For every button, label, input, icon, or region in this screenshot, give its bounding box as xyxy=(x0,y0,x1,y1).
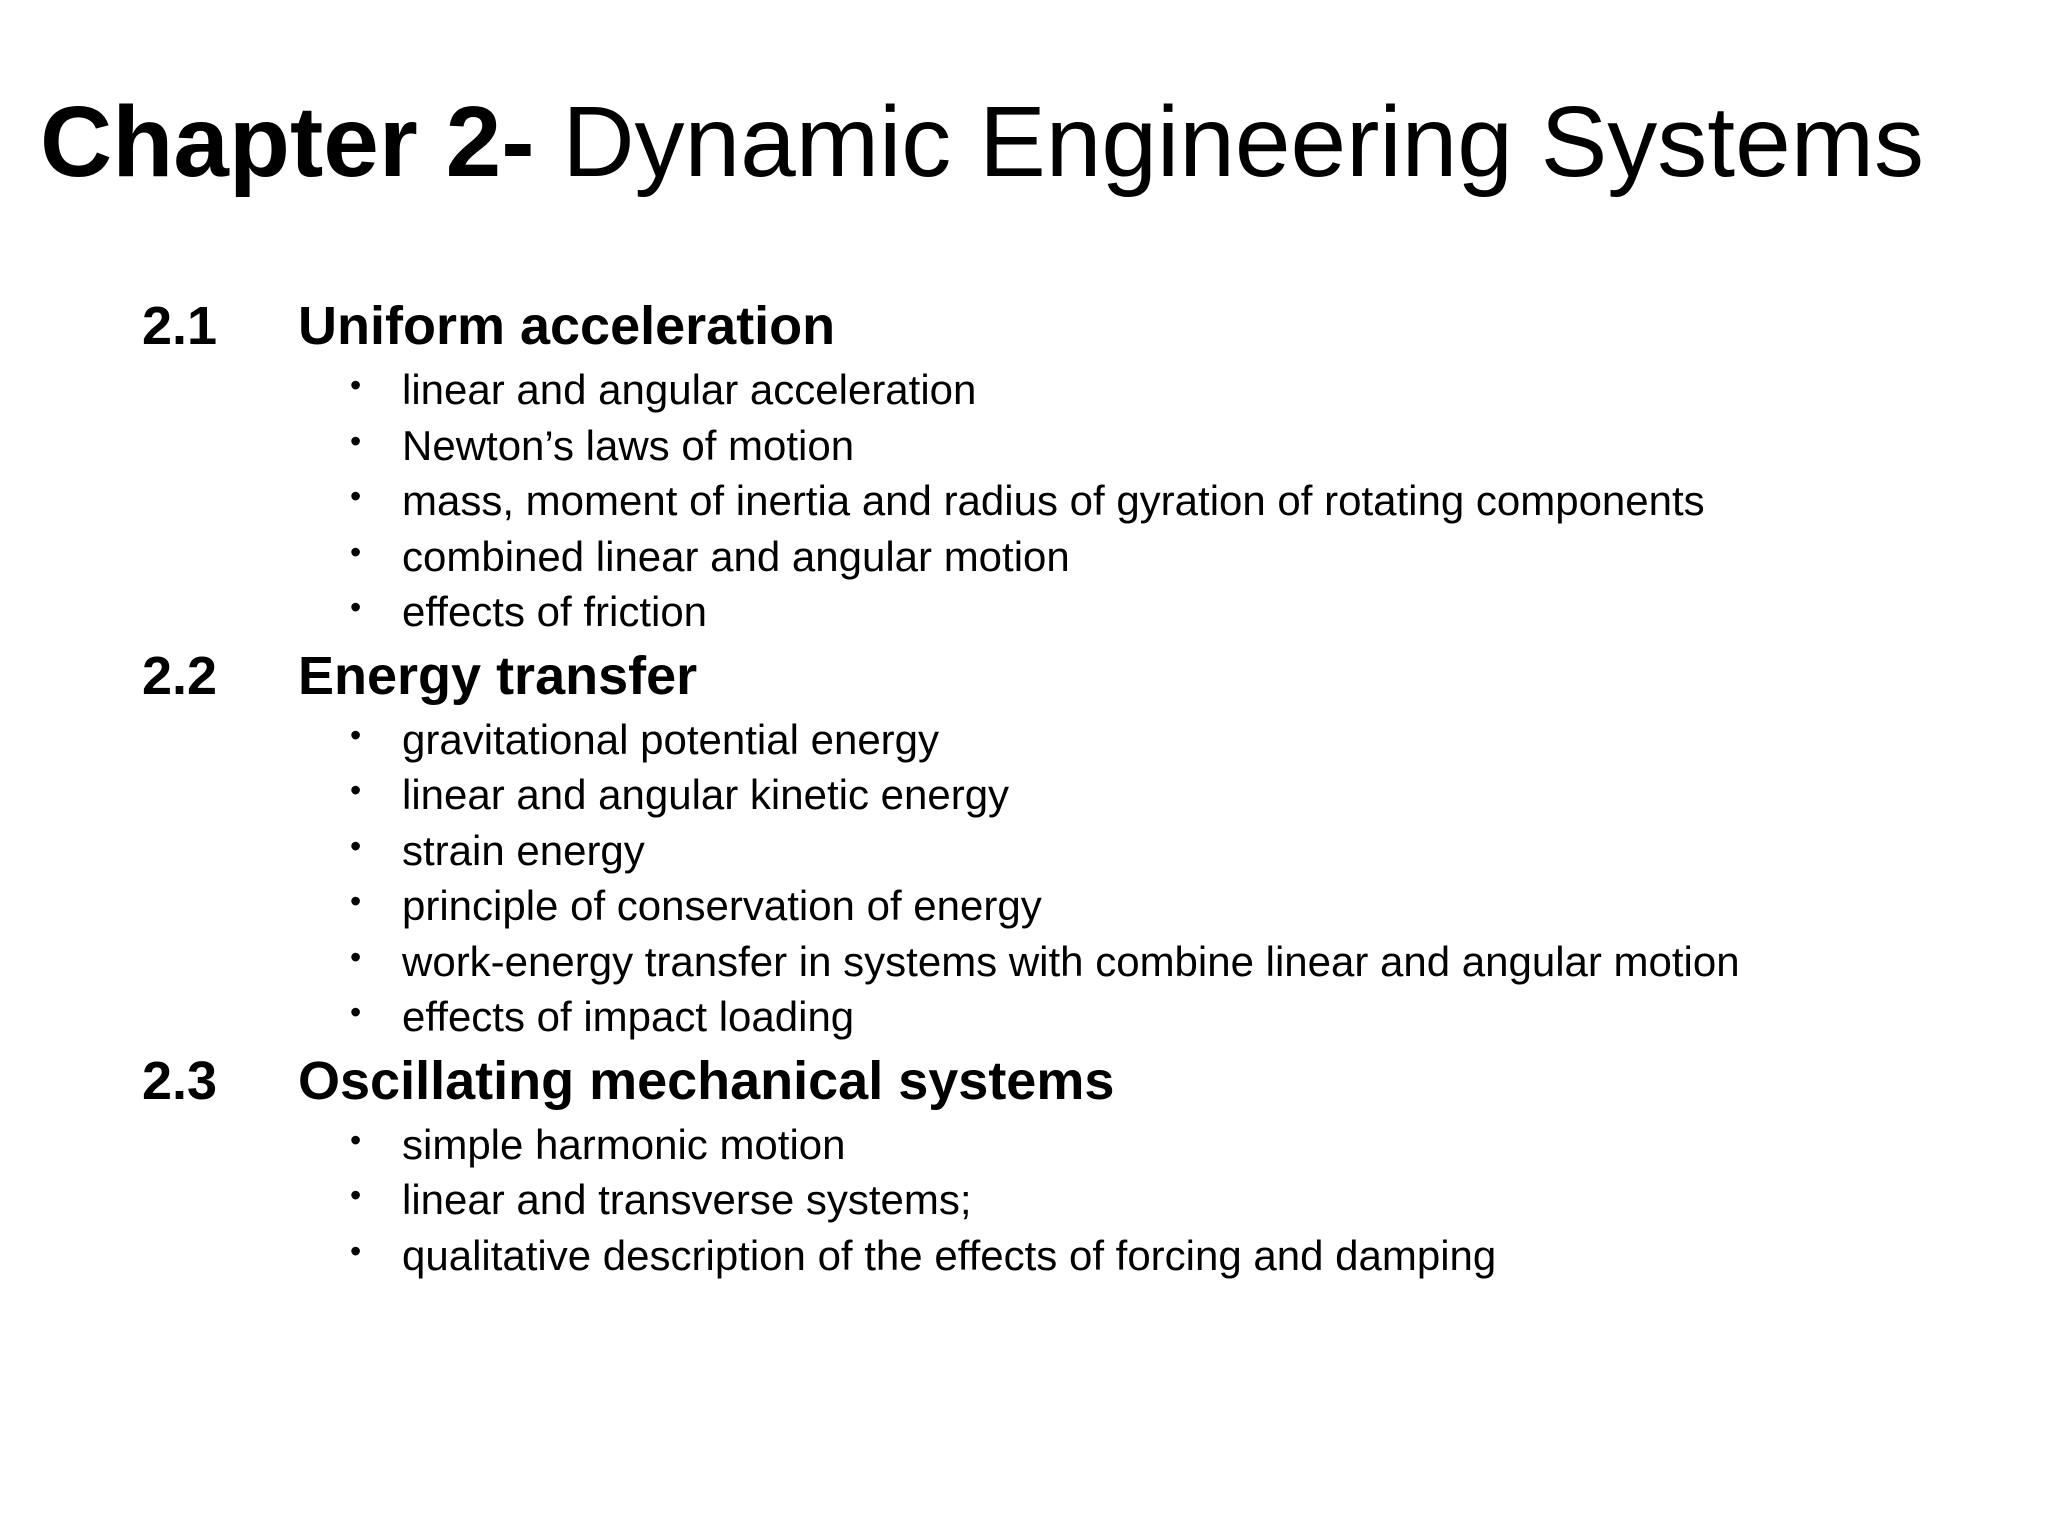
list-item xyxy=(350,989,2002,1045)
list-item xyxy=(350,584,2002,640)
bullet-icon: • xyxy=(350,883,362,919)
title-chapter-label: Chapter 2- xyxy=(40,86,535,198)
section-number: 2.1 xyxy=(142,296,218,356)
section-uniform-acceleration xyxy=(142,290,2002,640)
list-item-text: Newton’s laws of motion xyxy=(402,421,855,469)
bullet-icon: • xyxy=(350,1121,362,1158)
section-title: Energy transfer xyxy=(298,645,698,706)
bullet-icon: • xyxy=(350,772,362,808)
list-item xyxy=(350,712,2002,768)
list-item xyxy=(350,418,2002,474)
list-item-text: linear and angular acceleration xyxy=(402,366,977,413)
list-item-text: linear and transverse systems; xyxy=(402,1176,972,1223)
list-item-text: mass, moment of inertia and radius of gyration of rotating components xyxy=(402,477,1705,524)
bullet-icon: • xyxy=(350,827,362,864)
list-item xyxy=(350,529,2002,585)
list-item-text: strain energy xyxy=(402,826,645,874)
section-title: Oscillating mechanical systems xyxy=(298,1050,1115,1111)
slide-content xyxy=(142,290,2002,1283)
list-item-text: principle of conservation of energy xyxy=(402,882,1042,929)
section-title: Uniform acceleration xyxy=(298,296,836,356)
list-item xyxy=(350,823,2002,879)
bullet-icon: • xyxy=(350,994,362,1030)
bullet-list xyxy=(142,1117,2002,1284)
section-oscillating-mechanical-systems xyxy=(142,1045,2002,1284)
list-item xyxy=(350,1228,2002,1284)
section-number: 2.2 xyxy=(142,645,218,706)
list-item-text: qualitative description of the effects of forcing and damping xyxy=(402,1231,1497,1279)
bullet-list xyxy=(142,362,2002,640)
bullet-icon: • xyxy=(350,422,362,459)
section-number: 2.3 xyxy=(142,1050,218,1111)
list-item-text: work-energy transfer in systems with combine linear and angular motion xyxy=(402,937,1740,985)
list-item-text: effects of friction xyxy=(402,588,708,635)
list-item-text: linear and angular kinetic energy xyxy=(402,771,1010,818)
bullet-icon: • xyxy=(350,938,362,975)
section-heading xyxy=(142,290,2002,362)
list-item xyxy=(350,473,2002,529)
list-item-text: combined linear and angular motion xyxy=(402,532,1070,580)
list-item xyxy=(350,362,2002,418)
title-chapter-name: Dynamic Engineering Systems xyxy=(562,86,1924,198)
section-heading xyxy=(142,1045,2002,1117)
slide-title xyxy=(40,82,1924,202)
section-heading xyxy=(142,640,2002,712)
list-item xyxy=(350,1172,2002,1228)
list-item xyxy=(350,767,2002,823)
list-item-text: gravitational potential energy xyxy=(402,715,940,763)
list-item-text: simple harmonic motion xyxy=(402,1120,846,1168)
bullet-icon: • xyxy=(350,716,362,753)
list-item xyxy=(350,934,2002,990)
bullet-icon: • xyxy=(350,1232,362,1269)
bullet-icon: • xyxy=(350,533,362,570)
bullet-icon: • xyxy=(350,1177,362,1213)
list-item xyxy=(350,1117,2002,1173)
list-item xyxy=(350,878,2002,934)
bullet-icon: • xyxy=(350,478,362,514)
bullet-icon: • xyxy=(350,367,362,403)
bullet-icon: • xyxy=(350,589,362,625)
bullet-list xyxy=(142,712,2002,1045)
section-energy-transfer xyxy=(142,640,2002,1045)
list-item-text: effects of impact loading xyxy=(402,993,855,1040)
